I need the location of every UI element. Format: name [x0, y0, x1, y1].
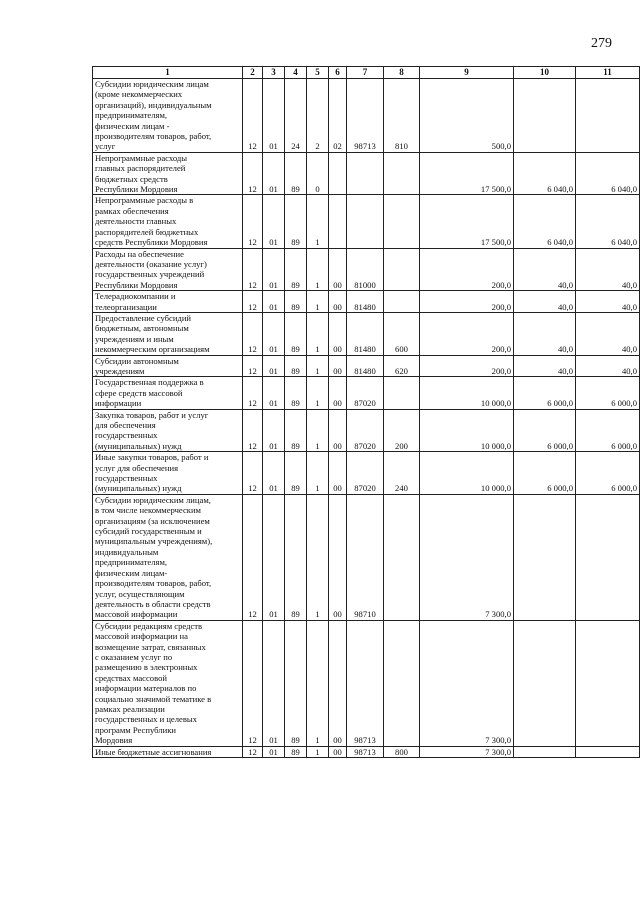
cell-code: 2 — [307, 79, 329, 153]
cell-code: 1 — [307, 291, 329, 313]
cell-code: 01 — [263, 248, 285, 291]
cell-code: 12 — [243, 79, 263, 153]
cell-amount — [514, 746, 576, 757]
cell-code: 1 — [307, 494, 329, 620]
cell-code: 01 — [263, 620, 285, 746]
cell-code: 01 — [263, 79, 285, 153]
cell-code: 98713 — [347, 79, 384, 153]
cell-amount: 40,0 — [576, 355, 640, 377]
cell-code: 81000 — [347, 248, 384, 291]
cell-name: Субсидии редакциям средств массовой информации на возмещение затрат, связанных с оказанием услуг по размещению в электронных средствах массовой информации материалов по социально значимой тематике в рамках реализации государственных и целевых программ Республики Мордовия — [93, 620, 243, 746]
cell-name: Субсидии юридическим лицам, в том числе некоммерческим организациям (за исключением субсидий государственным и муниципальным учреждениям), индивидуальным предпринимателям, физическим лицам- производителям товаров, работ, услуг, осуществляющим деятельность в области средств массовой информации — [93, 494, 243, 620]
table-row — [93, 248, 640, 291]
cell-code: 620 — [384, 355, 420, 377]
cell-code: 89 — [285, 312, 307, 355]
cell-amount: 6 000,0 — [514, 409, 576, 452]
cell-name: Субсидии юридическим лицам (кроме некоммерческих организаций), индивидуальным предпринимателям, физическим лицам - производителям товаров, работ, услуг — [93, 79, 243, 153]
table-row — [93, 746, 640, 757]
cell-code: 1 — [307, 620, 329, 746]
cell-code: 01 — [263, 494, 285, 620]
table-row — [93, 312, 640, 355]
cell-code: 01 — [263, 377, 285, 409]
cell-code: 12 — [243, 452, 263, 495]
cell-code: 98713 — [347, 620, 384, 746]
cell-name: Телерадиокомпании и телеорганизации — [93, 291, 243, 313]
cell-code: 02 — [329, 79, 347, 153]
cell-amount: 200,0 — [420, 355, 514, 377]
cell-code: 00 — [329, 248, 347, 291]
cell-amount: 6 000,0 — [576, 377, 640, 409]
column-header: 8 — [384, 67, 420, 79]
table-row — [93, 494, 640, 620]
cell-code — [384, 494, 420, 620]
cell-code: 200 — [384, 409, 420, 452]
cell-code: 01 — [263, 152, 285, 195]
cell-code — [384, 195, 420, 248]
column-header: 3 — [263, 67, 285, 79]
cell-amount: 6 040,0 — [576, 152, 640, 195]
cell-code: 89 — [285, 377, 307, 409]
cell-code: 87020 — [347, 377, 384, 409]
table-row — [93, 355, 640, 377]
page-number: 279 — [591, 36, 612, 51]
cell-code: 600 — [384, 312, 420, 355]
cell-code — [329, 195, 347, 248]
cell-code: 1 — [307, 409, 329, 452]
cell-code: 12 — [243, 152, 263, 195]
cell-code: 12 — [243, 195, 263, 248]
cell-code: 89 — [285, 494, 307, 620]
column-header: 9 — [420, 67, 514, 79]
table-row — [93, 620, 640, 746]
cell-code: 00 — [329, 377, 347, 409]
cell-code: 89 — [285, 746, 307, 757]
cell-amount: 6 000,0 — [576, 409, 640, 452]
cell-code: 00 — [329, 746, 347, 757]
cell-amount — [576, 620, 640, 746]
cell-code: 1 — [307, 355, 329, 377]
cell-code: 12 — [243, 377, 263, 409]
cell-amount: 17 500,0 — [420, 195, 514, 248]
cell-code: 1 — [307, 248, 329, 291]
cell-amount: 6 000,0 — [514, 377, 576, 409]
cell-amount: 10 000,0 — [420, 409, 514, 452]
column-header: 1 — [93, 67, 243, 79]
cell-code: 01 — [263, 291, 285, 313]
cell-code: 01 — [263, 409, 285, 452]
cell-code: 89 — [285, 452, 307, 495]
cell-code: 01 — [263, 452, 285, 495]
cell-code — [384, 620, 420, 746]
column-header: 4 — [285, 67, 307, 79]
cell-code: 810 — [384, 79, 420, 153]
cell-code: 12 — [243, 746, 263, 757]
cell-amount: 200,0 — [420, 312, 514, 355]
cell-code: 89 — [285, 620, 307, 746]
cell-code — [384, 377, 420, 409]
cell-name: Непрограммные расходы в рамках обеспечения деятельности главных распорядителей бюджетных средств Республики Мордовия — [93, 195, 243, 248]
column-header: 11 — [576, 67, 640, 79]
cell-amount — [514, 79, 576, 153]
cell-code: 98710 — [347, 494, 384, 620]
table-row — [93, 152, 640, 195]
cell-amount: 7 300,0 — [420, 494, 514, 620]
cell-code: 12 — [243, 312, 263, 355]
cell-amount: 10 000,0 — [420, 452, 514, 495]
table-row — [93, 377, 640, 409]
cell-amount: 40,0 — [576, 312, 640, 355]
table-row — [93, 409, 640, 452]
cell-amount: 500,0 — [420, 79, 514, 153]
table-row — [93, 195, 640, 248]
cell-code: 98713 — [347, 746, 384, 757]
cell-code: 12 — [243, 620, 263, 746]
cell-code: 01 — [263, 746, 285, 757]
cell-amount: 40,0 — [514, 291, 576, 313]
column-header: 2 — [243, 67, 263, 79]
cell-code: 89 — [285, 355, 307, 377]
cell-amount — [576, 494, 640, 620]
cell-amount: 17 500,0 — [420, 152, 514, 195]
cell-code: 24 — [285, 79, 307, 153]
cell-amount — [514, 494, 576, 620]
cell-code — [347, 152, 384, 195]
cell-amount — [576, 79, 640, 153]
cell-code — [329, 152, 347, 195]
cell-name: Предоставление субсидий бюджетным, автономным учреждениям и иным некоммерческим организациям — [93, 312, 243, 355]
cell-code: 00 — [329, 355, 347, 377]
column-header: 7 — [347, 67, 384, 79]
cell-code: 00 — [329, 291, 347, 313]
cell-code: 1 — [307, 746, 329, 757]
cell-code: 12 — [243, 494, 263, 620]
cell-code: 12 — [243, 291, 263, 313]
cell-amount: 200,0 — [420, 248, 514, 291]
cell-code: 87020 — [347, 452, 384, 495]
cell-code: 00 — [329, 409, 347, 452]
cell-code: 12 — [243, 409, 263, 452]
cell-amount: 7 300,0 — [420, 746, 514, 757]
cell-code: 87020 — [347, 409, 384, 452]
column-header: 10 — [514, 67, 576, 79]
cell-name: Расходы на обеспечение деятельности (оказание услуг) государственных учреждений Республики Мордовия — [93, 248, 243, 291]
cell-amount: 6 040,0 — [576, 195, 640, 248]
cell-code: 12 — [243, 355, 263, 377]
cell-code: 1 — [307, 195, 329, 248]
table-header-row — [93, 67, 640, 79]
cell-code: 01 — [263, 312, 285, 355]
cell-code: 00 — [329, 312, 347, 355]
column-header: 6 — [329, 67, 347, 79]
cell-code: 240 — [384, 452, 420, 495]
cell-amount: 40,0 — [514, 248, 576, 291]
cell-code: 00 — [329, 620, 347, 746]
cell-code: 1 — [307, 452, 329, 495]
cell-code: 0 — [307, 152, 329, 195]
cell-amount: 10 000,0 — [420, 377, 514, 409]
cell-code: 89 — [285, 291, 307, 313]
cell-name: Иные закупки товаров, работ и услуг для обеспечения государственных (муниципальных) нужд — [93, 452, 243, 495]
cell-amount — [514, 620, 576, 746]
cell-code — [347, 195, 384, 248]
cell-code: 00 — [329, 452, 347, 495]
table-row — [93, 291, 640, 313]
cell-code: 1 — [307, 312, 329, 355]
cell-amount: 40,0 — [514, 355, 576, 377]
cell-amount: 40,0 — [576, 291, 640, 313]
cell-code — [384, 248, 420, 291]
cell-code: 00 — [329, 494, 347, 620]
cell-code: 01 — [263, 195, 285, 248]
cell-amount: 7 300,0 — [420, 620, 514, 746]
cell-name: Субсидии автономным учреждениям — [93, 355, 243, 377]
table-row — [93, 79, 640, 153]
cell-code — [384, 152, 420, 195]
cell-code: 89 — [285, 195, 307, 248]
cell-amount: 6 000,0 — [514, 452, 576, 495]
cell-amount — [576, 746, 640, 757]
cell-code: 89 — [285, 248, 307, 291]
cell-code: 800 — [384, 746, 420, 757]
cell-code: 81480 — [347, 355, 384, 377]
cell-amount: 40,0 — [576, 248, 640, 291]
cell-amount: 40,0 — [514, 312, 576, 355]
cell-amount: 200,0 — [420, 291, 514, 313]
cell-code: 89 — [285, 409, 307, 452]
cell-code — [384, 291, 420, 313]
cell-amount: 6 040,0 — [514, 195, 576, 248]
column-header: 5 — [307, 67, 329, 79]
cell-code: 81480 — [347, 312, 384, 355]
cell-amount: 6 000,0 — [576, 452, 640, 495]
cell-name: Государственная поддержка в сфере средств массовой информации — [93, 377, 243, 409]
cell-code: 1 — [307, 377, 329, 409]
cell-name: Непрограммные расходы главных распорядителей бюджетных средств Республики Мордовия — [93, 152, 243, 195]
cell-code: 81480 — [347, 291, 384, 313]
cell-name: Закупка товаров, работ и услуг для обеспечения государственных (муниципальных) нужд — [93, 409, 243, 452]
cell-code: 89 — [285, 152, 307, 195]
cell-code: 12 — [243, 248, 263, 291]
budget-table — [92, 66, 640, 758]
table-row — [93, 452, 640, 495]
cell-name: Иные бюджетные ассигнования — [93, 746, 243, 757]
cell-amount: 6 040,0 — [514, 152, 576, 195]
cell-code: 01 — [263, 355, 285, 377]
